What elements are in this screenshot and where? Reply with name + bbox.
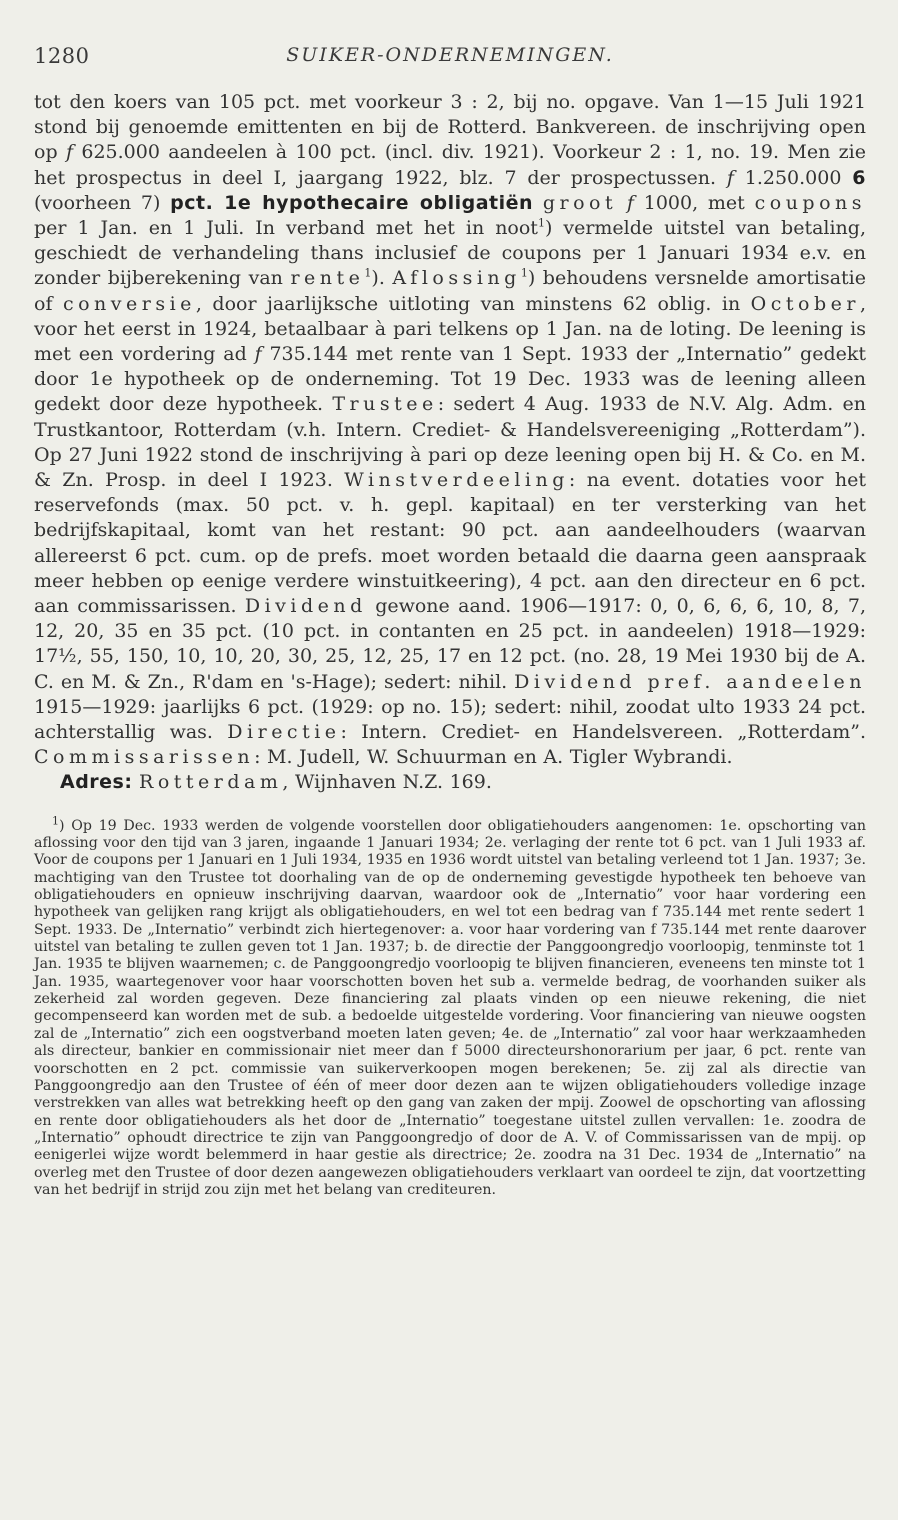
- footnote-marker: 1: [52, 813, 59, 827]
- address-city: Rotterdam: [139, 771, 283, 794]
- text-run: 735.144 met rente van 1 Sept. 1933 der „Internatio” gedekt door 1e hypotheek op de onderneming. Tot 19 Dec. 1933 was de leening alleen gedekt door deze hypotheek.: [34, 343, 866, 416]
- spaced-term: Directie: [227, 721, 341, 744]
- footnote-ref: 1: [520, 267, 528, 281]
- text-run: : Intern. Crediet- en Handelsvereen. „Rotterdam”.: [340, 721, 867, 744]
- text-run: (voorheen 7): [34, 191, 171, 214]
- text-run: , voor het eerst in 1924, betaalbaar à pari telkens op 1 Jan. na de loting. De leening is met een vordering ad: [34, 292, 866, 366]
- spaced-term: rente: [290, 267, 365, 290]
- bond-title: pct. 1e hypothecaire obligatiën: [170, 191, 534, 214]
- text-run: 1915—1929: jaarlijks 6 pct. (1929: op no. 15); sedert: nihil, zoodat ulto 1933 24 pct. achterstallig was.: [34, 695, 866, 744]
- text-run: , door jaarlijksche uitloting van minstens 62 oblig. in: [195, 292, 751, 315]
- text-run: 1000, met: [633, 191, 755, 214]
- address-street: , Wijnhaven N.Z. 169.: [282, 771, 492, 794]
- spaced-term: conversie: [62, 292, 196, 315]
- spaced-term: groot: [542, 191, 618, 214]
- entry-text: [34, 90, 866, 796]
- text-run: [533, 192, 543, 214]
- spaced-term: Dividend: [244, 595, 367, 618]
- spaced-term: Commissarissen: [34, 746, 255, 769]
- footnote-ref: 1: [364, 267, 372, 281]
- spaced-term: October: [750, 292, 860, 315]
- text-run: ).: [371, 267, 393, 290]
- text-run: 1.250.000: [733, 166, 853, 189]
- bond-rate: 6: [852, 166, 866, 189]
- guilder-sign: f: [254, 343, 262, 366]
- running-head: [34, 44, 866, 84]
- footnote-text: ) Op 19 Dec. 1933 werden de volgende voorstellen door obligatiehouders aangenomen: 1e. opschorting van aflossing voor den tijd van 3 jaren, ingaande 1 Januari 1934; 2e. verlaging der rente tot 6 pct. van 1 Juli 1933 af. Voor de coupons per 1 Januari en 1 Juli 1934, 1935 en 1936 wordt uitstel van betaling verleend tot 1 Jan. 1937; 3e. machtiging van den Trustee tot doorhaling van de op de onderneming gevestigde hypotheek ten behoeve van obligatiehouders en opnieuw inschrijving daarvan, waardoor ook de „Internatio” voor haar vordering een hypotheek van gelijken rang krijgt als obligatiehouders, en wel tot een bedrag van f 735.144 met rente sedert 1 Sept. 1933. De „Internatio” verbindt zich hiertegenover: a. voor haar vordering van f 735.144 met rente daarover uitstel van betaling te zullen geven tot 1 Jan. 1937; b. de directie der Panggoongredjo voorloopig, tenminste tot 1 Jan. 1935 te blijven waarnemen; c. de Panggoongredjo voorloopig te blijven financieren, eveneens ten minste tot 1 Jan. 1935, waartegenover voor haar voorschotten boven het sub a. vermelde bedrag, de voorhanden suiker als zekerheid zal worden gegeven. Deze financiering zal plaats vinden op een nieuwe rekening, die niet gecompenseerd kan worden met de sub. a bedoelde uitgestelde vordering. Voor financiering van nieuwe oogsten zal de „Internatio” zich een oogstverband moeten laten geven; 4e. de „Internatio” zal voor haar werkzaamheden als directeur, bankier en commissionair niet meer dan f 5000 directeurshonorarium per jaar, 6 pct. rente van voorschotten en 2 pct. commissie van suikerverkoopen mogen berekenen; 5e. zij zal als directie van Panggoongredjo aan den Trustee of één of meer door dezen aan te wijzen obligatiehouders volledige inzage verstrekken van alles wat betrekking heeft op den gang van zaken der mpij. Zoowel de opschorting van aflossing en rente door obligatiehouders als het door de „Internatio” toegestane uitstel zullen vervallen: 1e. zoodra de „Internatio” ophoudt directrice te zijn van Panggoongredjo of door de A. V. of Commissarissen van de mpij. op eenigerlei wijze wordt belemmerd in haar gestie als directrice; 2e. zoodra na 31 Dec. 1934 de „Internatio” na overleg met den Trustee of door dezen aangewezen obligatiehouders verklaart van oordeel te zijn, dat voortzetting van het bedrijf in strijd zou zijn met het belang van crediteuren.: [34, 817, 866, 1198]
- footnote-ref: 1: [537, 216, 545, 230]
- spaced-term: Trustee: [332, 393, 438, 416]
- text-run: 625.000 aandeelen à 100 pct. (incl. div. 1921). Voorkeur 2 : 1, no. 19. Men zie het prospectus in deel I, jaargang 1922, blz. 7 der prospectussen.: [34, 141, 866, 189]
- spaced-term: Dividend pref. aandeelen: [514, 670, 866, 693]
- footnote: [34, 813, 866, 1200]
- text-run: ) vermelde uitstel van betaling, geschiedt de verhandeling thans inclusief de coupons per 1 Januari 1934 e.v. en zonder bijberekening van: [34, 217, 866, 290]
- address-line: [34, 770, 866, 795]
- guilder-sign: f: [726, 166, 734, 189]
- guilder-sign: f: [626, 191, 634, 214]
- text-run: per 1 Jan. en 1 Juli. In verband met het in noot: [34, 217, 538, 240]
- page-number: 1280: [34, 44, 90, 68]
- text-run: : M. Judell, W. Schuurman en A. Tigler Wybrandi.: [254, 746, 733, 769]
- guilder-sign: f: [65, 141, 74, 164]
- running-title: SUIKER-ONDERNEMINGEN.: [286, 44, 614, 66]
- spaced-term: coupons: [754, 191, 867, 214]
- text-run: gewone aand. 1906—1917: 0, 0, 6, 6, 6, 10, 8, 7, 12, 20, 35 en 35 pct. (10 pct. in contanten en 25 pct. in aandeelen) 1918—1929: 17½, 55, 150, 10, 10, 20, 30, 25, 12, 25, 17 en 12 pct. (no. 28, 19 Mei 1930 bij de A. C. en M. & Zn., R'dam en 's-Hage); sedert: nihil.: [34, 595, 866, 693]
- text-run: [617, 192, 627, 214]
- text-run: : na event. dotaties voor het reservefonds (max. 50 pct. v. h. gepl. kapitaal) en ter versterking van het bedrijfskapitaal, komt van het restant: 90 pct. aan aandeelhouders (waarvan allereerst 6 pct. cum. op de prefs. moet worden betaald die daarna geen aanspraak meer hebben op eenige verdere winstuitkeering), 4 pct. aan den directeur en 6 pct. aan commissarissen.: [34, 469, 866, 618]
- spaced-term: Winstverdeeling: [344, 469, 569, 492]
- spaced-term: Aflossing: [392, 267, 521, 290]
- text-run: : sedert 4 Aug. 1933 de N.V. Alg. Adm. en Trustkantoor, Rotterdam (v.h. Intern. Crediet- & Handelsvereeniging „Rotterdam”). Op 27 Juni 1922 stond de inschrijving à pari op deze leening open bij H. & Co. en M. & Zn. Prosp. in deel I 1923.: [34, 393, 866, 492]
- address-label: Adres:: [60, 771, 133, 794]
- text-run: ) behoudens versnelde amortisatie of: [34, 267, 866, 315]
- text-run: tot den koers van 105 pct. met voorkeur 3 : 2, bij no. opgave. Van 1—15 Juli 1921 stond bij genoemde emittenten en bij de Rotterd. Bankvereen. de inschrijving open op: [34, 91, 866, 164]
- entry-paragraph: [34, 90, 866, 770]
